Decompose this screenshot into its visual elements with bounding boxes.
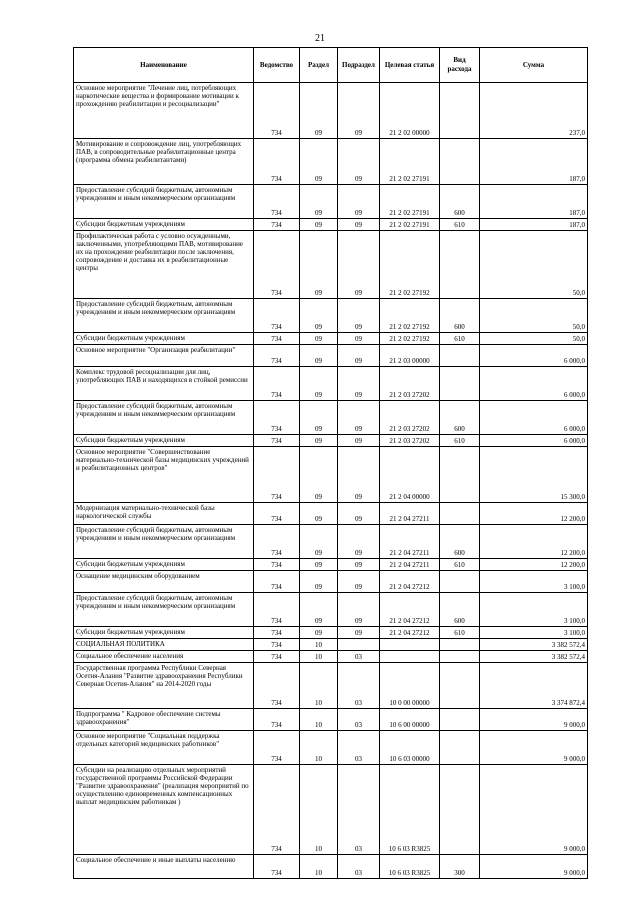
header-type: Вид расхода xyxy=(440,48,480,83)
cell-type xyxy=(440,731,480,765)
cell-section: 10 xyxy=(300,663,338,709)
cell-name: Основное мероприятие "Совершенствование материально-технической базы медицинских учреждений и реабилитационных центров" xyxy=(74,447,254,503)
cell-dept: 734 xyxy=(254,447,300,503)
cell-name: Основное мероприятие "Социальная поддержка отдельных категорий медицинских работников" xyxy=(74,731,254,765)
cell-type xyxy=(440,83,480,139)
cell-name: Мотивирование и сопровождение лиц, употребляющих ПАВ, в сопроводительные реабилитационные центра (программа обмена реабилитантами) xyxy=(74,139,254,185)
cell-article: 21 2 04 27211 xyxy=(380,525,440,559)
header-sum: Сумма xyxy=(480,48,588,83)
cell-name: Комплекс трудовой ресоциализации для лиц, употребляющих ПАВ и находящихся в стойкой ремиссии xyxy=(74,367,254,401)
table-row xyxy=(74,709,588,731)
table-row xyxy=(74,503,588,525)
cell-subsection: 03 xyxy=(338,663,380,709)
cell-subsection: 03 xyxy=(338,731,380,765)
cell-section: 10 xyxy=(300,855,338,879)
cell-sum: 3 100,0 xyxy=(480,627,588,639)
cell-article: 21 2 03 00000 xyxy=(380,345,440,367)
cell-subsection: 09 xyxy=(338,525,380,559)
cell-name: Профилактическая работа с условно осужденными, заключенными, употребляющими ПАВ, мотивирование их на прохождение реабилитации после заключения, сопровождение и доставка их в реабилитационные центры xyxy=(74,231,254,299)
header-subsection: Подраздел xyxy=(338,48,380,83)
cell-subsection: 03 xyxy=(338,765,380,855)
cell-article: 21 2 02 27192 xyxy=(380,333,440,345)
cell-type xyxy=(440,503,480,525)
cell-article: 21 2 02 27191 xyxy=(380,219,440,231)
cell-dept: 734 xyxy=(254,299,300,333)
table-row xyxy=(74,639,588,651)
cell-article: 21 2 04 27212 xyxy=(380,627,440,639)
cell-name: Субсидии бюджетным учреждениям xyxy=(74,333,254,345)
cell-subsection: 09 xyxy=(338,185,380,219)
cell-sum: 187,0 xyxy=(480,139,588,185)
cell-type xyxy=(440,345,480,367)
cell-name: Предоставление субсидий бюджетным, автономным учреждениям и иным некоммерческим организациям xyxy=(74,593,254,627)
cell-subsection: 09 xyxy=(338,559,380,571)
table-row xyxy=(74,571,588,593)
cell-dept: 734 xyxy=(254,639,300,651)
budget-table xyxy=(73,47,588,879)
cell-sum: 3 374 872,4 xyxy=(480,663,588,709)
cell-name: Государственная программа Республики Северная Осетия-Алания "Развитие здравоохранения Республики Северная Осетия-Алания" на 2014-2020 годы xyxy=(74,663,254,709)
cell-section: 10 xyxy=(300,765,338,855)
cell-sum: 3 382 572,4 xyxy=(480,639,588,651)
cell-type xyxy=(440,139,480,185)
cell-type: 600 xyxy=(440,593,480,627)
cell-dept: 734 xyxy=(254,139,300,185)
cell-subsection: 09 xyxy=(338,83,380,139)
cell-article: 21 2 03 27202 xyxy=(380,435,440,447)
cell-section: 10 xyxy=(300,639,338,651)
cell-dept: 734 xyxy=(254,503,300,525)
cell-type: 600 xyxy=(440,525,480,559)
cell-article: 21 2 04 00000 xyxy=(380,447,440,503)
cell-sum: 15 300,0 xyxy=(480,447,588,503)
cell-subsection: 09 xyxy=(338,447,380,503)
cell-name: Предоставление субсидий бюджетным, автономным учреждениям и иным некоммерческим организациям xyxy=(74,185,254,219)
table-row xyxy=(74,627,588,639)
cell-name: Социальное обеспечение населения xyxy=(74,651,254,663)
cell-subsection: 09 xyxy=(338,333,380,345)
cell-dept: 734 xyxy=(254,765,300,855)
table-row xyxy=(74,401,588,435)
cell-type: 610 xyxy=(440,219,480,231)
cell-name: Субсидии бюджетным учреждениям xyxy=(74,219,254,231)
cell-dept: 734 xyxy=(254,185,300,219)
cell-type xyxy=(440,571,480,593)
cell-subsection: 09 xyxy=(338,401,380,435)
cell-dept: 734 xyxy=(254,731,300,765)
cell-name: Подпрограмма " Кадровое обеспечение системы здравоохранения" xyxy=(74,709,254,731)
cell-name: Субсидии на реализацию отдельных мероприятий государственной программы Российской Федерации "Развитие здравоохранения" (реализация мероприятий по осуществлению единовременных компенсационных выплат медицинским работникам ) xyxy=(74,765,254,855)
cell-subsection: 09 xyxy=(338,299,380,333)
table-row xyxy=(74,447,588,503)
cell-type xyxy=(440,447,480,503)
cell-dept: 734 xyxy=(254,231,300,299)
cell-sum: 6 000,0 xyxy=(480,367,588,401)
cell-section: 09 xyxy=(300,299,338,333)
cell-section: 09 xyxy=(300,231,338,299)
cell-name: Предоставление субсидий бюджетным, автономным учреждениям и иным некоммерческим организациям xyxy=(74,299,254,333)
cell-subsection: 09 xyxy=(338,593,380,627)
cell-sum: 6 000,0 xyxy=(480,435,588,447)
cell-section: 09 xyxy=(300,83,338,139)
cell-article: 21 2 03 27202 xyxy=(380,401,440,435)
header-row xyxy=(74,48,588,83)
cell-article: 21 2 04 27211 xyxy=(380,503,440,525)
cell-sum: 50,0 xyxy=(480,333,588,345)
cell-dept: 734 xyxy=(254,219,300,231)
cell-type: 610 xyxy=(440,559,480,571)
cell-type: 600 xyxy=(440,185,480,219)
table-row xyxy=(74,367,588,401)
cell-dept: 734 xyxy=(254,83,300,139)
cell-name: Субсидии бюджетным учреждениям xyxy=(74,559,254,571)
cell-sum: 12 200,0 xyxy=(480,503,588,525)
cell-type xyxy=(440,231,480,299)
cell-type xyxy=(440,367,480,401)
cell-article: 21 2 02 27192 xyxy=(380,231,440,299)
cell-section: 09 xyxy=(300,401,338,435)
cell-section: 10 xyxy=(300,731,338,765)
cell-type xyxy=(440,709,480,731)
cell-article: 10 6 03 00000 xyxy=(380,731,440,765)
cell-sum: 187,0 xyxy=(480,185,588,219)
cell-article: 21 2 02 27191 xyxy=(380,139,440,185)
cell-subsection: 09 xyxy=(338,231,380,299)
table-row xyxy=(74,435,588,447)
cell-type: 610 xyxy=(440,627,480,639)
cell-section: 09 xyxy=(300,219,338,231)
cell-name: Модернизация материально-технической базы наркологической службы xyxy=(74,503,254,525)
table-row xyxy=(74,83,588,139)
cell-section: 09 xyxy=(300,367,338,401)
cell-sum: 50,0 xyxy=(480,231,588,299)
cell-article: 21 2 02 27192 xyxy=(380,299,440,333)
cell-sum: 12 200,0 xyxy=(480,525,588,559)
cell-article: 21 2 03 27202 xyxy=(380,367,440,401)
cell-article: 10 6 03 R3825 xyxy=(380,855,440,879)
table-row xyxy=(74,559,588,571)
cell-subsection xyxy=(338,639,380,651)
cell-subsection: 09 xyxy=(338,219,380,231)
cell-article: 10 6 03 R3825 xyxy=(380,765,440,855)
table-row xyxy=(74,345,588,367)
table-row xyxy=(74,651,588,663)
cell-dept: 734 xyxy=(254,709,300,731)
cell-name: Субсидии бюджетным учреждениям xyxy=(74,435,254,447)
cell-type: 610 xyxy=(440,333,480,345)
cell-article: 21 2 02 27191 xyxy=(380,185,440,219)
cell-section: 10 xyxy=(300,709,338,731)
cell-sum: 50,0 xyxy=(480,299,588,333)
cell-sum: 9 000,0 xyxy=(480,765,588,855)
table-row xyxy=(74,855,588,879)
cell-name: СОЦИАЛЬНАЯ ПОЛИТИКА xyxy=(74,639,254,651)
cell-section: 09 xyxy=(300,447,338,503)
cell-section: 09 xyxy=(300,559,338,571)
page-number: 21 xyxy=(315,33,325,44)
cell-section: 09 xyxy=(300,627,338,639)
cell-dept: 734 xyxy=(254,345,300,367)
cell-name: Предоставление субсидий бюджетным, автономным учреждениям и иным некоммерческим организациям xyxy=(74,401,254,435)
cell-type: 300 xyxy=(440,855,480,879)
table-row xyxy=(74,185,588,219)
table-row xyxy=(74,333,588,345)
cell-dept: 734 xyxy=(254,593,300,627)
cell-section: 09 xyxy=(300,185,338,219)
cell-subsection: 09 xyxy=(338,139,380,185)
table-row xyxy=(74,139,588,185)
cell-subsection: 03 xyxy=(338,651,380,663)
header-article: Целевая статья xyxy=(380,48,440,83)
table-row xyxy=(74,231,588,299)
cell-type: 600 xyxy=(440,299,480,333)
cell-article xyxy=(380,639,440,651)
cell-subsection: 09 xyxy=(338,571,380,593)
cell-article: 21 2 04 27212 xyxy=(380,593,440,627)
table-row xyxy=(74,663,588,709)
header-name: Наименование xyxy=(74,48,254,83)
cell-article: 21 2 02 00000 xyxy=(380,83,440,139)
cell-sum: 6 000,0 xyxy=(480,401,588,435)
cell-section: 09 xyxy=(300,593,338,627)
cell-sum: 9 000,0 xyxy=(480,855,588,879)
cell-dept: 734 xyxy=(254,525,300,559)
cell-article: 21 2 04 27211 xyxy=(380,559,440,571)
cell-dept: 734 xyxy=(254,855,300,879)
cell-dept: 734 xyxy=(254,571,300,593)
cell-name: Предоставление субсидий бюджетным, автономным учреждениям и иным некоммерческим организациям xyxy=(74,525,254,559)
table-row xyxy=(74,525,588,559)
table-row xyxy=(74,219,588,231)
table-row xyxy=(74,593,588,627)
cell-subsection: 03 xyxy=(338,709,380,731)
cell-sum: 12 200,0 xyxy=(480,559,588,571)
header-section: Раздел xyxy=(300,48,338,83)
cell-type: 600 xyxy=(440,401,480,435)
cell-dept: 734 xyxy=(254,333,300,345)
header-dept: Ведомство xyxy=(254,48,300,83)
cell-type: 610 xyxy=(440,435,480,447)
cell-subsection: 03 xyxy=(338,855,380,879)
cell-sum: 3 382 572,4 xyxy=(480,651,588,663)
table-row xyxy=(74,765,588,855)
cell-subsection: 09 xyxy=(338,345,380,367)
cell-dept: 734 xyxy=(254,401,300,435)
cell-sum: 3 100,0 xyxy=(480,593,588,627)
cell-subsection: 09 xyxy=(338,367,380,401)
cell-article: 10 0 00 00000 xyxy=(380,663,440,709)
cell-sum: 9 000,0 xyxy=(480,709,588,731)
cell-article: 10 6 00 00000 xyxy=(380,709,440,731)
cell-dept: 734 xyxy=(254,435,300,447)
cell-section: 09 xyxy=(300,525,338,559)
cell-name: Основное мероприятие "Лечение лиц, потребляющих наркотические вещества и формирование мотивации к прохождению реабилитации и ресоциализации" xyxy=(74,83,254,139)
cell-sum: 6 000,0 xyxy=(480,345,588,367)
cell-type xyxy=(440,651,480,663)
cell-sum: 9 000,0 xyxy=(480,731,588,765)
cell-type xyxy=(440,639,480,651)
cell-subsection: 09 xyxy=(338,435,380,447)
cell-name: Социальное обеспечение и иные выплаты населению xyxy=(74,855,254,879)
cell-dept: 734 xyxy=(254,663,300,709)
cell-name: Основное мероприятие "Организация реабилитации" xyxy=(74,345,254,367)
cell-section: 09 xyxy=(300,503,338,525)
cell-subsection: 09 xyxy=(338,627,380,639)
cell-section: 10 xyxy=(300,651,338,663)
cell-name: Субсидии бюджетным учреждениям xyxy=(74,627,254,639)
cell-section: 09 xyxy=(300,345,338,367)
cell-subsection: 09 xyxy=(338,503,380,525)
cell-article xyxy=(380,651,440,663)
cell-type xyxy=(440,663,480,709)
cell-dept: 734 xyxy=(254,559,300,571)
cell-dept: 734 xyxy=(254,367,300,401)
cell-section: 09 xyxy=(300,333,338,345)
cell-section: 09 xyxy=(300,435,338,447)
cell-sum: 187,0 xyxy=(480,219,588,231)
cell-sum: 237,0 xyxy=(480,83,588,139)
cell-dept: 734 xyxy=(254,627,300,639)
table-row xyxy=(74,299,588,333)
cell-article: 21 2 04 27212 xyxy=(380,571,440,593)
cell-name: Оснащение медицинским оборудованием xyxy=(74,571,254,593)
cell-type xyxy=(440,765,480,855)
table-row xyxy=(74,731,588,765)
cell-section: 09 xyxy=(300,139,338,185)
cell-section: 09 xyxy=(300,571,338,593)
cell-sum: 3 100,0 xyxy=(480,571,588,593)
cell-dept: 734 xyxy=(254,651,300,663)
